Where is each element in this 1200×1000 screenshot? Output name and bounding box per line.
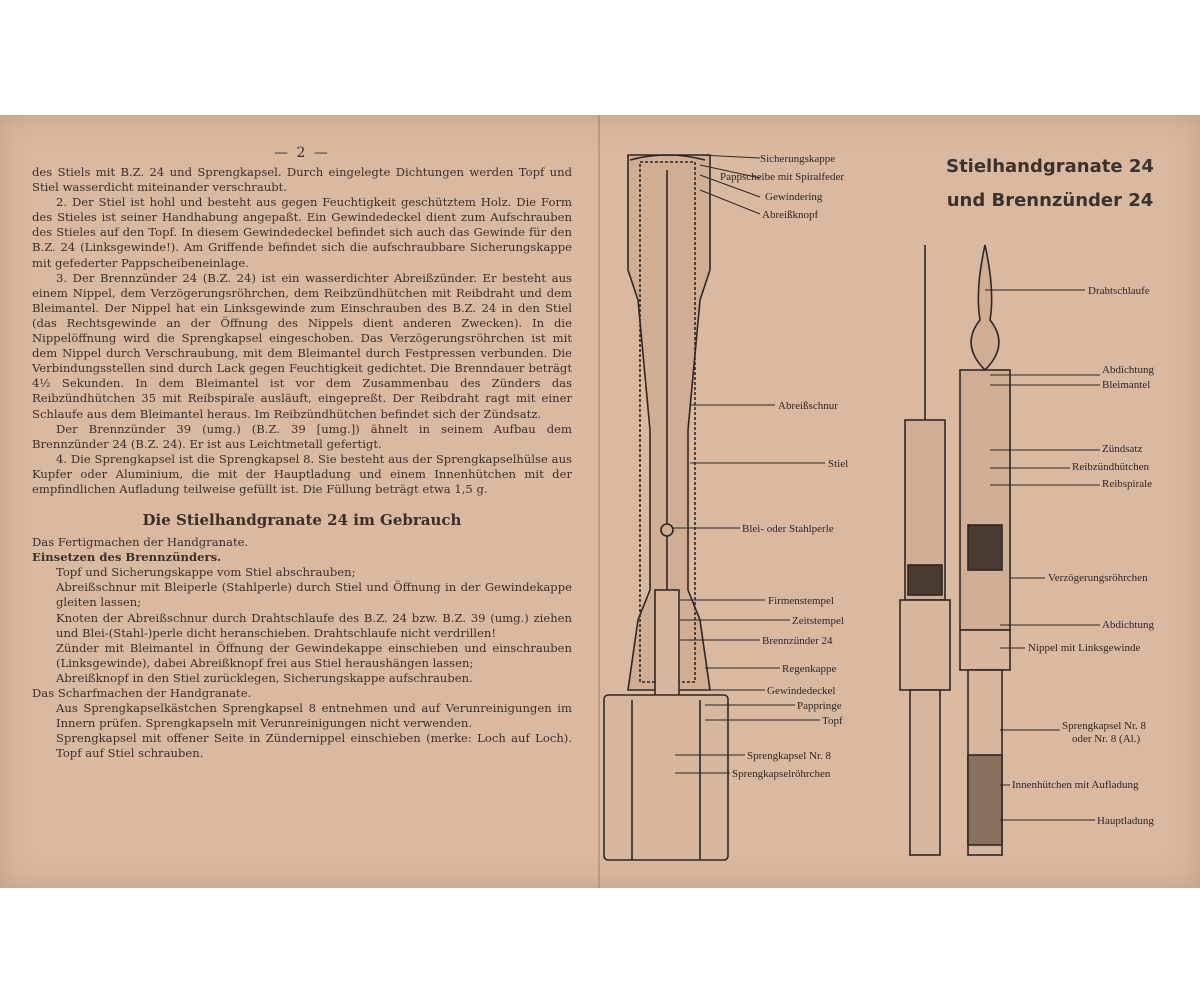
diagram-title-line-2: und Brennzünder 24 <box>946 190 1154 211</box>
instruction-heading-2: Einsetzen des Brennzünders. <box>32 550 222 565</box>
instruction-step: Abreißknopf in den Stiel zurücklegen, Sicherungskappe aufschrauben. <box>56 670 473 685</box>
label-drahtschlaufe: Drahtschlaufe <box>1088 285 1150 297</box>
label-zeitstempel: Zeitstempel <box>792 615 844 627</box>
label-sprengkapsel-nr8: Sprengkapsel Nr. 8 <box>1062 720 1147 732</box>
paragraph-3: 3. Der Brennzünder 24 (B.Z. 24) ist ein wasserdichter Abreißzünder. Er besteht aus einem Nippel, dem Verzögerungsröhrchen, dem Reibzündhütchen mit Reibdraht und dem Bleimantel. Der Nippel hat ein Linksgewinde zum Einschrauben des B.Z. 24 in den Stiel (das Rechtsgewinde an der Öffnung des Nippels dient anderen Zwecken). In die Nippelöffnung wird die Sprengkapsel eingeschoben. Das Verzögerungsröhrchen ist mit dem Nippel durch Verschraubung, mit dem Bleimantel durch Festpressen verbunden. Die Verbindungsstellen sind durch Lack gegen Feuchtigkeit gedichtet. Die Brenndauer beträgt 4½ Sekunden. In dem Bleimantel ist vor dem Zusammenbau des Zünders das Reibzündhütchen 35 mit Reibspirale ausläuft, eingepreßt. Der Reibdraht ragt mit einer Schlaufe aus dem Bleimantel heraus. Im Reibzündhütchen befindet sich der Zündsatz. <box>32 270 572 421</box>
label-zuendsatz: Zündsatz <box>1102 443 1143 455</box>
instruction-step: Zünder mit Bleimantel in Öffnung der Gewindekappe einschieben und einschrauben (Linksgewinde), dabei Abreißknopf frei aus Stiel heraushängen lassen; <box>56 640 572 670</box>
paragraph-5: 4. Die Sprengkapsel ist die Sprengkapsel 8. Sie besteht aus der Sprengkapselhülse aus Kupfer oder Aluminium, die mit der Hauptladung und einem Innenhütchen mit der empfindlichen Aufladung teilweise gefüllt ist. Die Füllung beträgt etwa 1,5 g. <box>32 451 572 496</box>
label-sprengkapselroehrchen: Sprengkapselröhrchen <box>732 768 831 780</box>
label-innenhuetchen: Innenhütchen mit Aufladung <box>1012 779 1139 791</box>
page-number: — 2 — <box>274 145 330 161</box>
diagram-title-line-1: Stielhandgranate 24 <box>946 156 1154 177</box>
instruction-step: Topf und Sicherungskappe vom Stiel abschrauben; <box>56 565 356 580</box>
label-sicherungskappe: Sicherungskappe <box>760 153 836 165</box>
instruction-heading-1: Das Fertigmachen der Handgranate. <box>32 535 249 550</box>
label-topf: Topf <box>822 715 843 727</box>
label-abdichtung: Abdichtung <box>1102 364 1154 376</box>
instruction-step: Knoten der Abreißschnur durch Drahtschlaufe des B.Z. 24 bzw. B.Z. 39 (umg.) ziehen und Blei-(Stahl-)perle dicht heranschieben. Drahtschlaufe nicht verdrillen! <box>56 610 572 640</box>
label-bleimantel: Bleimantel <box>1102 379 1151 391</box>
grenade-drawing <box>604 155 728 860</box>
label-abdichtung-2: Abdichtung <box>1102 619 1154 631</box>
instruction-step: Sprengkapsel mit offener Seite in Zündernippel einschieben (merke: Loch auf Loch). Topf auf Stiel schrauben. <box>56 731 572 761</box>
label-reibspirale: Reibspirale <box>1102 478 1153 490</box>
paragraph-4: Der Brennzünder 39 (umg.) (B.Z. 39 [umg.]) ähnelt in seinem Aufbau dem Brennzünder 24 (B.Z. 24). Er ist aus Leichtmetall gefertigt. <box>32 421 572 451</box>
label-firmenstempel: Firmenstempel <box>768 595 834 607</box>
label-regenkappe: Regenkappe <box>782 663 837 675</box>
label-hauptladung: Hauptladung <box>1097 815 1154 827</box>
instruction-heading-3: Das Scharfmachen der Handgranate. <box>32 686 252 700</box>
paragraph-2: 2. Der Stiel ist hohl und besteht aus gegen Feuchtigkeit geschütztem Holz. Die Form des Stieles ist seiner Handhabung angepaßt. Ein Gewindedeckel dient zum Aufschrauben des Stieles auf den Topf. In diesem Gewindedeckel befindet sich auch das Gewinde für den B.Z. 24 (Linksgewinde!). Am Griffende befindet sich die aufschraubbare Sicherungskappe mit gefederter Pappscheibeneinlage. <box>32 195 572 270</box>
label-abreissschnur: Abreißschnur <box>778 400 838 412</box>
label-abreissknopf: Abreißknopf <box>762 209 819 221</box>
section-title: Die Stielhandgranate 24 im Gebrauch <box>142 511 462 530</box>
instruction-step: Aus Sprengkapselkästchen Sprengkapsel 8 entnehmen und auf Verunreinigungen im Innern prüfen. Sprengkapseln mit Verunreinigungen nicht verwenden. <box>56 701 572 731</box>
label-pappringe: Pappringe <box>797 700 842 712</box>
label-stiel: Stiel <box>828 458 849 470</box>
fuze-drawing-left <box>900 245 950 855</box>
label-perle: Blei- oder Stahlperle <box>742 523 834 535</box>
paragraph-1: des Stiels mit B.Z. 24 und Sprengkapsel. Durch eingelegte Dichtungen werden Topf und Stiel wasserdicht miteinander verschraubt. <box>32 165 572 195</box>
label-reibzuendhuetchen: Reibzündhütchen <box>1072 461 1149 473</box>
label-verzoegerungsroehrchen: Verzögerungsröhrchen <box>1048 572 1148 584</box>
label-nippel: Nippel mit Linksgewinde <box>1028 642 1141 654</box>
instruction-step: Abreißschnur mit Bleiperle (Stahlperle) durch Stiel und Öffnung in der Gewindekappe gleiten lassen; <box>56 580 572 610</box>
label-gewindering: Gewindering <box>765 191 823 203</box>
label-gewindedeckel: Gewindedeckel <box>767 685 836 697</box>
label-sprengkapsel-al: oder Nr. 8 (Al.) <box>1072 733 1141 745</box>
label-brennzuender: Brennzünder 24 <box>762 635 833 647</box>
label-pappscheibe: Pappscheibe mit Spiralfeder <box>720 171 845 183</box>
fuze-drawing-right <box>960 245 1010 855</box>
label-sprengkapsel: Sprengkapsel Nr. 8 <box>747 750 832 762</box>
